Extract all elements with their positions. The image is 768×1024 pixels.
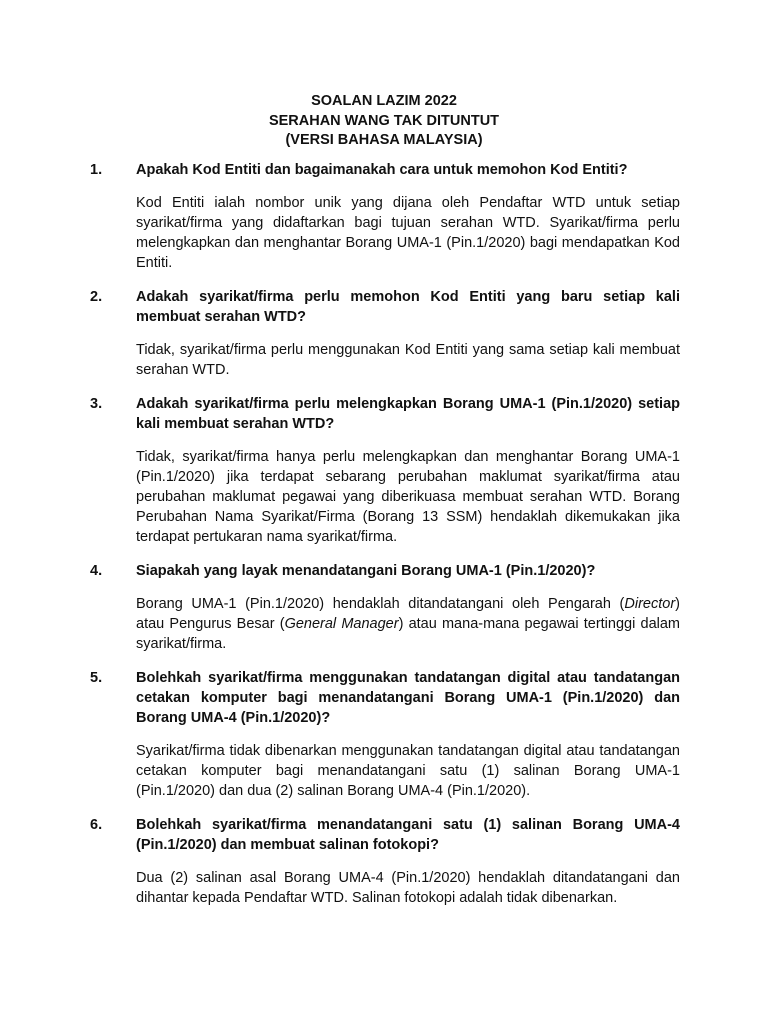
faq-item	[90, 815, 680, 908]
document-title: SOALAN LAZIM 2022	[311, 93, 457, 109]
faq-answer-text: ) atau mana-mana pegawai tertinggi dalam syarikat/firma.	[136, 616, 680, 652]
faq-question: Bolehkah syarikat/firma menggunakan tandatangan digital atau tandatangan cetakan komputer bagi menandatangani Borang UMA-1 (Pin.1/2020) dan Borang UMA-4 (Pin.1/2020)?	[136, 670, 680, 726]
faq-question: Bolehkah syarikat/firma menandatangani satu (1) salinan Borang UMA-4 (Pin.1/2020) dan membuat salinan fotokopi?	[136, 817, 680, 853]
faq-question: Siapakah yang layak menandatangani Borang UMA-1 (Pin.1/2020)?	[136, 563, 596, 579]
faq-answer	[136, 594, 680, 654]
faq-question: Apakah Kod Entiti dan bagaimanakah cara untuk memohon Kod Entiti?	[136, 162, 628, 178]
faq-content	[136, 668, 680, 801]
faq-answer: Kod Entiti ialah nombor unik yang dijana oleh Pendaftar WTD untuk setiap syarikat/firma yang didaftarkan bagi tujuan serahan WTD. Syarikat/firma perlu melengkapkan dan menghantar Borang UMA-1 (Pin.1/2020) bagi mendapatkan Kod Entiti.	[136, 195, 680, 271]
document-subtitle: SERAHAN WANG TAK DITUNTUT	[268, 112, 500, 129]
faq-content	[136, 815, 680, 908]
faq-content	[136, 394, 680, 547]
faq-content	[136, 561, 680, 654]
faq-answer-term-director: Director	[624, 596, 676, 612]
faq-item	[90, 287, 680, 380]
faq-question: Adakah syarikat/firma perlu melengkapkan Borang UMA-1 (Pin.1/2020) setiap kali membuat serahan WTD?	[136, 396, 680, 432]
faq-answer-text: Borang UMA-1 (Pin.1/2020) hendaklah ditandatangani oleh Pengarah (	[136, 596, 625, 612]
faq-number: 2.	[90, 289, 103, 305]
faq-answer: Dua (2) salinan asal Borang UMA-4 (Pin.1/2020) hendaklah ditandatangani dan dihantar kepada Pendaftar WTD. Salinan fotokopi adalah tidak dibenarkan.	[136, 870, 680, 906]
faq-question: Adakah syarikat/firma perlu memohon Kod Entiti yang baru setiap kali membuat serahan WTD?	[136, 289, 680, 325]
faq-answer-term-general-manager: General Manager	[284, 616, 399, 632]
faq-content	[136, 160, 680, 273]
faq-answer: Syarikat/firma tidak dibenarkan menggunakan tandatangan digital atau tandatangan cetakan komputer bagi menandatangani satu (1) salinan Borang UMA-1 (Pin.1/2020) dan dua (2) salinan Borang UMA-4 (Pin.1/2020).	[136, 743, 680, 799]
document-language-note: (VERSI BAHASA MALAYSIA)	[285, 132, 483, 148]
faq-item	[90, 561, 680, 654]
faq-number: 4.	[90, 563, 103, 579]
faq-number: 3.	[90, 396, 103, 412]
document-header	[0, 92, 768, 151]
faq-item	[90, 160, 680, 273]
faq-answer: Tidak, syarikat/firma hanya perlu melengkapkan dan menghantar Borang UMA-1 (Pin.1/2020) jika terdapat sebarang perubahan maklumat syarikat/firma atau perubahan maklumat pegawai yang diberikuasa membuat serahan WTD. Borang Perubahan Nama Syarikat/Firma (Borang 13 SSM) hendaklah dikemukakan jika terdapat pertukaran nama syarikat/firma.	[136, 449, 680, 545]
faq-number: 6.	[90, 817, 103, 833]
faq-answer-text: ) atau Pengurus Besar (	[136, 596, 680, 632]
faq-number: 1.	[90, 162, 103, 178]
faq-item	[90, 394, 680, 547]
faq-list	[90, 160, 680, 922]
faq-content	[136, 287, 680, 380]
faq-item	[90, 668, 680, 801]
faq-answer: Tidak, syarikat/firma perlu menggunakan Kod Entiti yang sama setiap kali membuat serahan WTD.	[136, 342, 680, 378]
faq-number: 5.	[90, 670, 103, 686]
